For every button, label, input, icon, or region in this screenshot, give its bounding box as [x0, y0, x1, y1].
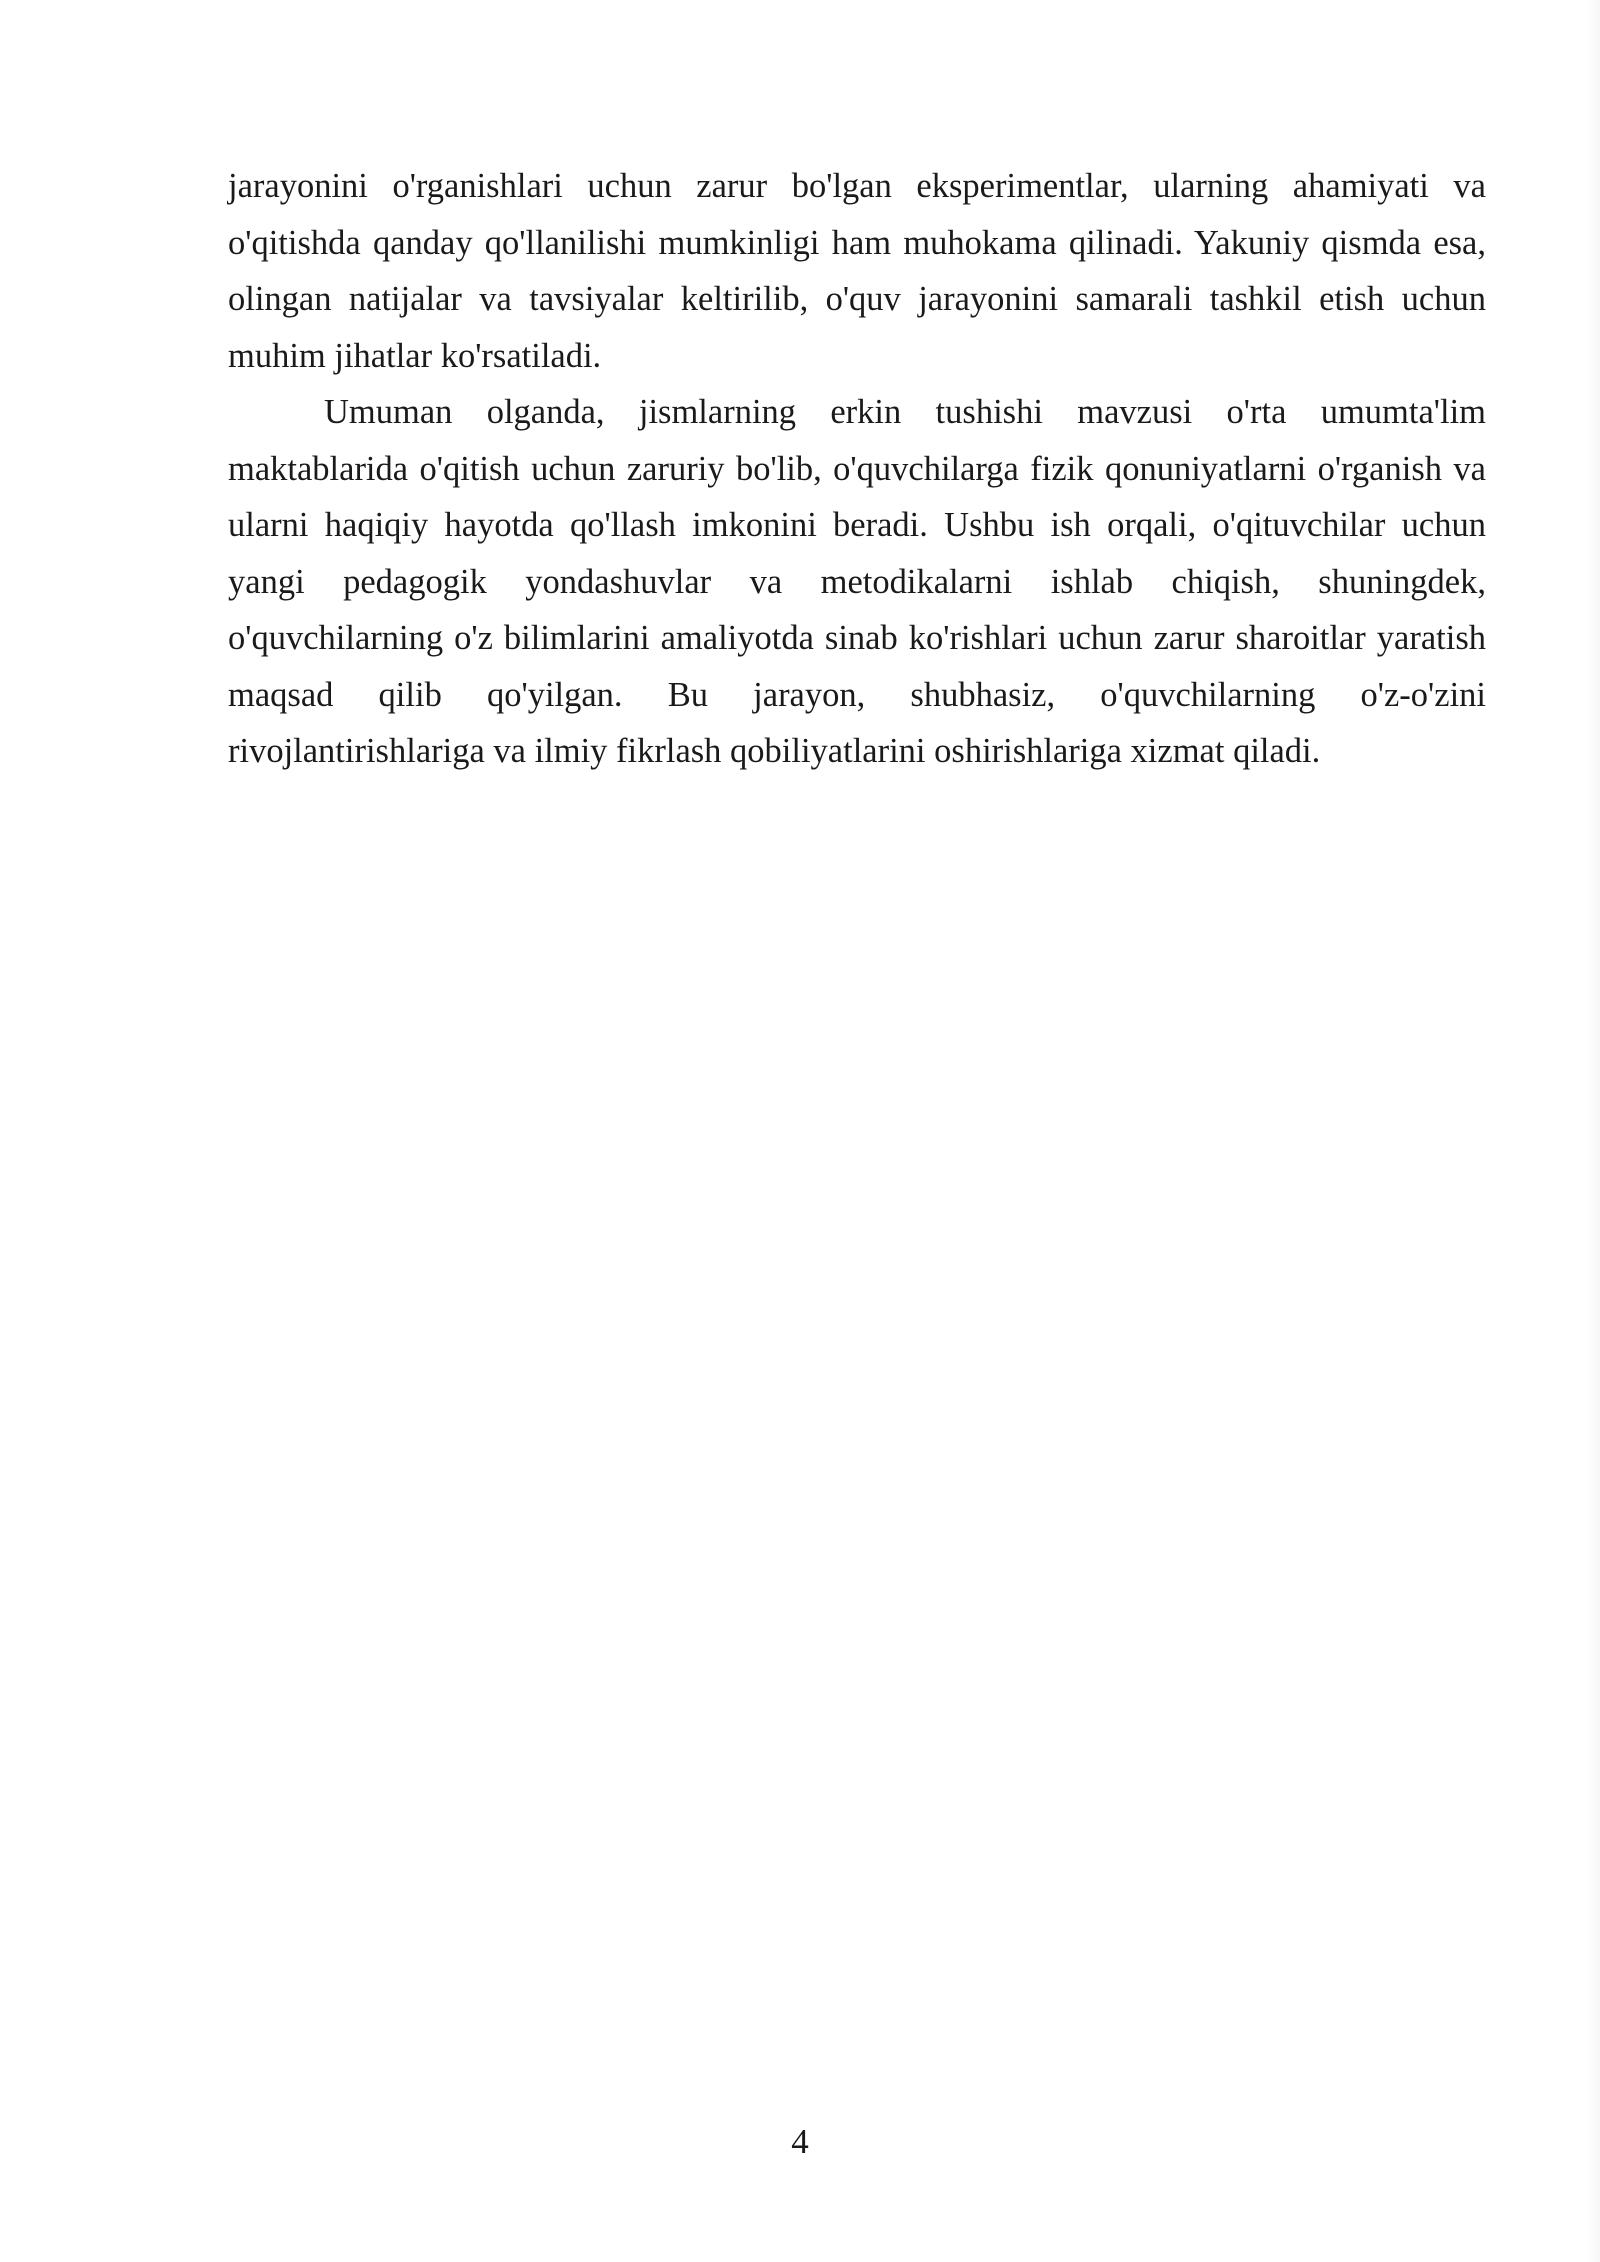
paragraph-continuation: jarayonini o'rganishlari uchun zarur bo'lgan eksperimentlar, ularning ahamiyati va o'qitishda qanday qo'llanilishi mumkinligi ham muhokama qilinadi. Yakuniy qismda esa, olingan natijalar va tavsiyalar keltirilib, o'quv jarayonini samarali tashkil etish uchun muhim jihatlar ko'rsatiladi.: [228, 167, 1486, 375]
paragraph-conclusion: Umuman olganda, jismlarning erkin tushishi mavzusi o'rta umumta'lim maktablarida o'qitish uchun zaruriy bo'lib, o'quvchilarga fizik qonuniyatlarni o'rganish va ularni haqiqiy hayotda qo'llash imkonini beradi. Ushbu ish orqali, o'qituvchilar uchun yangi pedagogik yondashuvlar va metodikalarni ishlab chiqish, shuningdek, o'quvchilarning o'z bilimlarini amaliyotda sinab ko'rishlari uchun zarur sharoitlar yaratish maqsad qilib qo'yilgan. Bu jarayon, shubhasiz, o'quvchilarning o'z-o'zini rivojlantirishlariga va ilmiy fikrlash qobiliyatlarini oshirishlariga xizmat qiladi.: [228, 393, 1486, 770]
page-number: 4: [791, 2122, 809, 2161]
body-text: [228, 158, 1486, 780]
page-edge-shadow: [1586, 0, 1600, 2262]
